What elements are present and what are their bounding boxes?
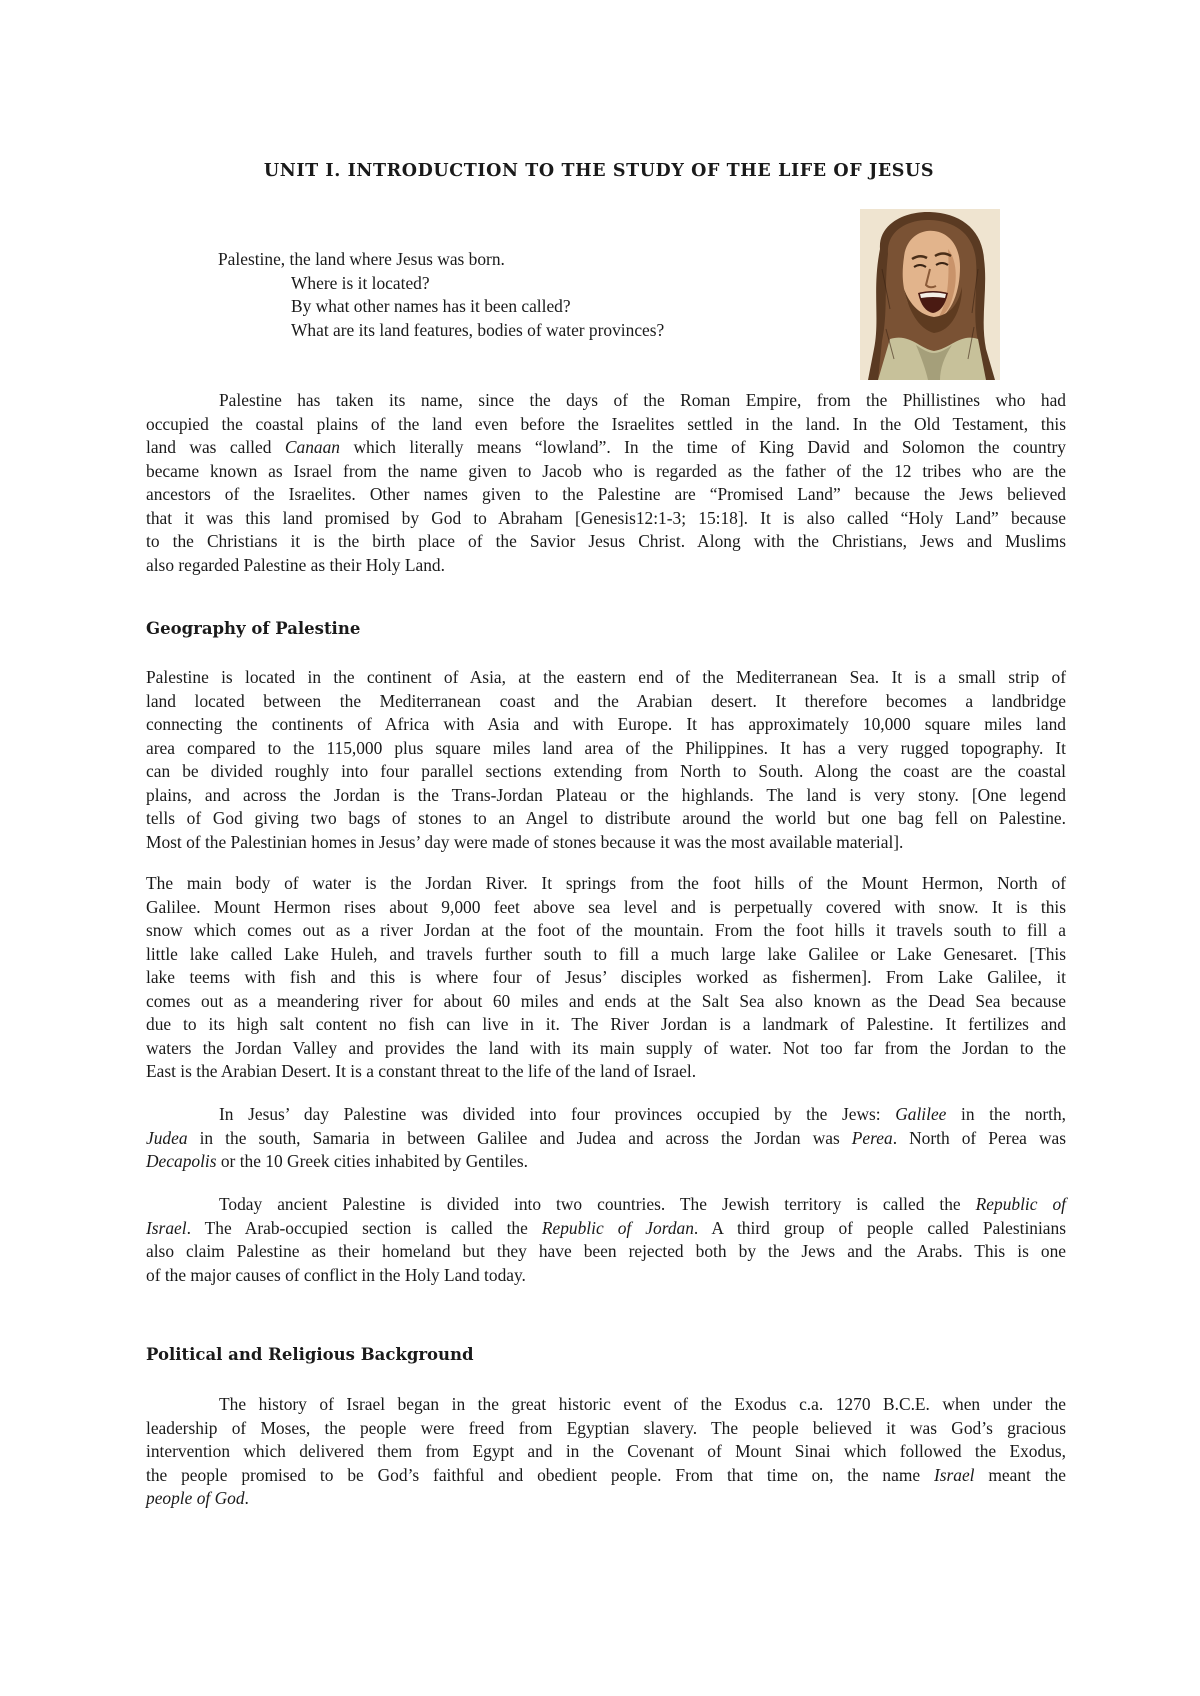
text-line — [146, 1217, 1066, 1241]
paragraph-provinces — [146, 1103, 1066, 1174]
text-line: to the Christians it is the birth place of the Savior Jesus Christ. Along with the Christians, Jews and Muslims — [146, 531, 1066, 551]
paragraph-today — [146, 1193, 1066, 1287]
italic-term: people of God — [146, 1488, 245, 1508]
text-line: can be divided roughly into four parallel sections extending from North to South. Along the coast are the coastal — [146, 761, 1066, 781]
text-segment: . — [244, 1488, 249, 1508]
text-segment: . North of Perea was — [892, 1127, 1066, 1148]
text-line: East is the Arabian Desert. It is a constant threat to the life of the land of Israel. — [146, 1061, 697, 1081]
text-line: became known as Israel from the name given to Jacob who is regarded as the father of the 12 tribes who are the — [146, 460, 1066, 481]
text-segment: or the 10 Greek cities inhabited by Gentiles. — [216, 1151, 529, 1171]
text-line — [146, 1193, 1066, 1217]
italic-term: Galilee — [895, 1104, 947, 1124]
italic-term: Israel — [146, 1217, 187, 1238]
text-segment: In Jesus’ day Palestine was divided into four provinces occupied by the Jews: — [219, 1104, 896, 1124]
text-line: also claim Palestine as their homeland but they have been rejected both by the Jews and the Arabs. This is one — [146, 1241, 1066, 1261]
page-title: UNIT I. INTRODUCTION TO THE STUDY OF THE LIFE OF JESUS — [263, 161, 935, 181]
text-segment: which literally means “lowland”. In the time of King David and Solomon the country — [339, 437, 1067, 457]
text-segment: land was called — [146, 437, 285, 457]
text-line: connecting the continents of Africa with Asia and with Europe. It has approximately 10,000 square miles land — [146, 714, 1066, 734]
text-line: intervention which delivered them from Egypt and in the Covenant of Mount Sinai which followed the Exodus, — [146, 1441, 1066, 1461]
laughing-jesus-sketch-icon — [860, 209, 1000, 380]
italic-term: Judea — [146, 1127, 188, 1148]
text-line: Galilee. Mount Hermon rises about 9,000 feet above sea level and is perpetually covered with snow. It is this — [146, 896, 1066, 917]
italic-term: Perea — [851, 1127, 893, 1148]
text-line: waters the Jordan Valley and provides the land with its main supply of water. Not too far from the Jordan to the — [146, 1037, 1066, 1058]
text-line: The history of Israel began in the great historic event of the Exodus c.a. 1270 B.C.E. when under the — [219, 1394, 1066, 1414]
text-line: The main body of water is the Jordan River. It springs from the foot hills of the Mount Hermon, North of — [146, 873, 1066, 893]
intro-questions — [218, 248, 664, 342]
text-line — [146, 1127, 1066, 1151]
text-segment: in the south, Samaria in between Galilee and Judea and across the Jordan was — [187, 1127, 852, 1148]
text-line: plains, and across the Jordan is the Trans-Jordan Plateau or the highlands. The land is very stony. [One legend — [146, 784, 1066, 805]
text-line — [146, 1487, 1066, 1511]
text-line: area compared to the 115,000 plus square miles land area of the Philippines. It has a very rugged topography. It — [146, 737, 1066, 758]
paragraph-history — [146, 1393, 1066, 1511]
text-segment: Today ancient Palestine is divided into two countries. The Jewish territory is called the — [219, 1194, 976, 1214]
italic-term: Israel — [933, 1464, 975, 1485]
text-line — [146, 1103, 1066, 1127]
text-line: also regarded Palestine as their Holy Land. — [146, 554, 445, 575]
text-segment: in the north, — [946, 1104, 1066, 1124]
italic-term: Republic of Jordan — [541, 1217, 694, 1238]
text-line: occupied the coastal plains of the land even before the Israelites settled in the land. In the Old Testament, this — [146, 413, 1066, 434]
text-line — [146, 1150, 1066, 1174]
text-line — [146, 436, 1066, 460]
paragraph-geography — [146, 666, 1066, 854]
intro-question: What are its land features, bodies of water provinces? — [291, 319, 665, 340]
text-line: of the major causes of conflict in the Holy Land today. — [146, 1264, 526, 1285]
text-line: Most of the Palestinian homes in Jesus’ day were made of stones because it was the most available material]. — [146, 831, 904, 852]
heading-geography: Geography of Palestine — [146, 619, 361, 638]
intro-question: Where is it located? — [291, 272, 430, 293]
text-line: land located between the Mediterranean coast and the Arabian desert. It therefore becomes a landbridge — [146, 690, 1066, 711]
text-line: Palestine has taken its name, since the days of the Roman Empire, from the Phillistines who had — [219, 390, 1066, 410]
paragraph-palestine-names — [146, 389, 1066, 577]
intro-question: By what other names has it been called? — [291, 296, 571, 316]
italic-term: Decapolis — [146, 1151, 217, 1171]
text-segment: . The Arab-occupied section is called the — [186, 1217, 542, 1238]
text-segment: . A third group of people called Palestinians — [693, 1217, 1066, 1238]
text-segment: meant the — [974, 1464, 1066, 1485]
text-line: that it was this land promised by God to Abraham [Genesis12:1-3; 15:18]. It is also called “Holy Land” because — [146, 507, 1066, 528]
text-line: tells of God giving two bags of stones to an Angel to distribute around the world but one bag fell on Palestine. — [146, 808, 1066, 828]
text-line: snow which comes out as a river Jordan at the foot of the mountain. From the foot hills it travels south to fill a — [146, 920, 1066, 940]
text-line: Palestine is located in the continent of Asia, at the eastern end of the Mediterranean Sea. It is a small strip of — [146, 667, 1066, 687]
paragraph-jordan-river — [146, 872, 1066, 1084]
text-line — [146, 1464, 1066, 1488]
text-line: ancestors of the Israelites. Other names given to the Palestine are “Promised Land” because the Jews believed — [146, 484, 1066, 504]
text-line: little lake called Lake Huleh, and travels further south to fill a much large lake Galilee or Lake Genesaret. [This — [146, 943, 1066, 964]
intro-lead: Palestine, the land where Jesus was born. — [218, 249, 505, 269]
italic-term: Canaan — [284, 437, 340, 457]
text-line: leadership of Moses, the people were freed from Egyptian slavery. The people believed it was God’s gracious — [146, 1417, 1066, 1438]
heading-political: Political and Religious Background — [146, 1345, 474, 1364]
text-line: comes out as a meandering river for about 60 miles and ends at the Salt Sea also known as the Dead Sea because — [146, 990, 1066, 1011]
italic-term: Republic of — [975, 1194, 1066, 1214]
text-line: due to its high salt content no fish can live in it. The River Jordan is a landmark of Palestine. It fertilizes and — [146, 1014, 1066, 1034]
text-line: lake teems with fish and this is where four of Jesus’ disciples worked as fishermen]. From Lake Galilee, it — [146, 967, 1066, 987]
text-segment: the people promised to be God’s faithful and obedient people. From that time on, the name — [146, 1464, 934, 1485]
